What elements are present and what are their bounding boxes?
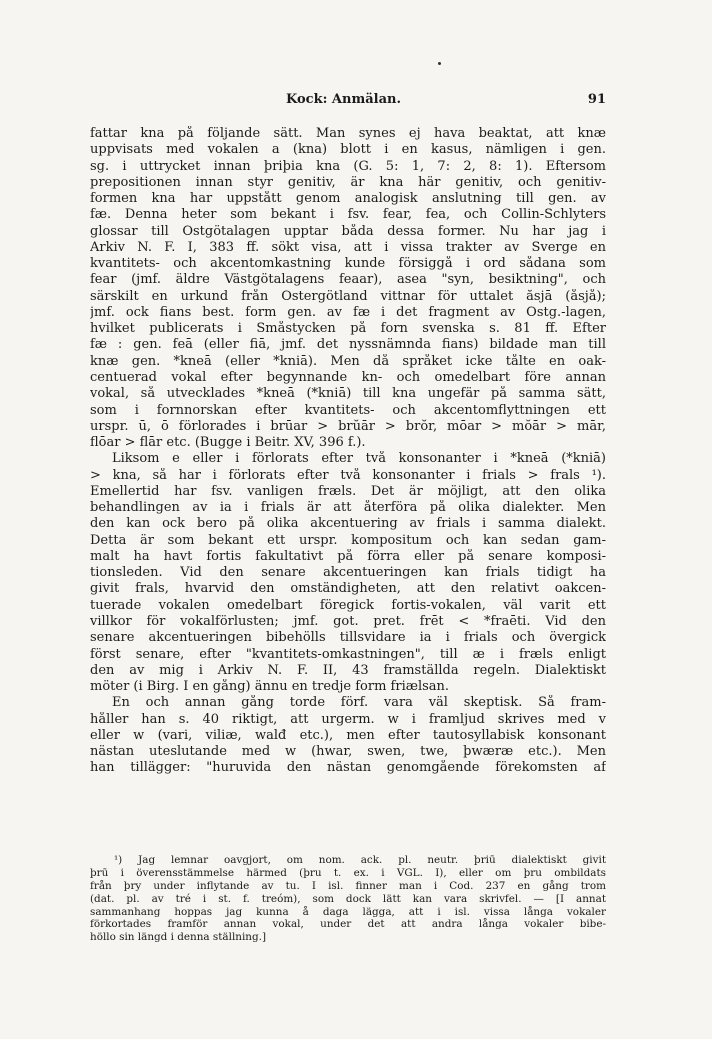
footnote-line: från þry under inflytande av tu. I isl. finner man i Cod. 237 en gång trom: [90, 879, 606, 892]
text-line: tionsleden. Vid den senare akcentueringen kan frials tidigt ha: [90, 565, 606, 581]
footnote-line: höllo sin längd i denna ställning.]: [90, 931, 266, 944]
text-line: malt ha havt fortis fakultativt på förra eller på senare komposi-: [90, 548, 606, 564]
text-line: håller han s. 40 riktigt, att urgerm. w i framljud skrives med v: [90, 711, 606, 727]
running-head-title: Kock: Anmälan.: [286, 92, 401, 107]
footnote-line: (dat. pl. av tré i st. f. treóm), som dock lätt kan vara skrivfel. — [I annat: [90, 892, 606, 905]
text-line: glossar till Östgötalagen upptar båda dessa former. Nu har jag i: [90, 223, 606, 239]
text-line: den av mig i Arkiv N. F. II, 43 framställda regeln. Dialektiskt: [90, 662, 606, 678]
text-line: sg. i uttrycket innan þriþia kna (G. 5: 1, 7: 2, 8: 1). Eftersom: [90, 158, 606, 174]
footnote-line: förkortades framför annan vokal, under det att andra långa vokaler bibe-: [90, 918, 606, 931]
running-head: [90, 92, 610, 112]
text-line: särskilt en urkund från Östergötland vittnar för uttalet ăsjā (åsjå);: [90, 288, 606, 304]
print-speck: [438, 62, 441, 65]
text-line: tuerade vokalen omedelbart föregick fortis-vokalen, väl varit ett: [90, 597, 606, 613]
text-line: jmf. ock fians best. form gen. av fæ i det fragment av Östg.-lagen,: [90, 304, 606, 320]
footnote-line: ¹) Jag lemnar oavgjort, om nom. ack. pl. neutr. þriū dialektiskt givit: [114, 854, 606, 866]
footnote-line: þrū i överensstämmelse härmed (þru t. ex. i VGL. I), eller om þru ombildats: [90, 866, 606, 879]
text-line: knæ gen. *kneā (eller *kniā). Men då språket icke tålte en oak-: [90, 353, 606, 369]
text-line: fæ : gen. feā (eller fiā, jmf. det nyssnämnda fians) bildade man till: [90, 337, 606, 353]
text-line: behandlingen av ia i frials är att återföra på olika dialekter. Men: [90, 500, 606, 516]
paragraph-first-line: Liksom e eller i förlorats efter två konsonanter i *kneā (*kniā): [112, 451, 606, 467]
text-line: formen kna har uppstått genom analogisk anslutning till gen. av: [90, 191, 606, 207]
footnote: [90, 854, 606, 944]
text-line: > kna, så har i förlorats efter två konsonanter i frials > frals ¹).: [90, 467, 606, 483]
text-line: fattar kna på följande sätt. Man synes ej hava beaktat, att knæ: [90, 126, 606, 141]
text-line: först senare, efter "kvantitets-omkastningen", till æ i fræls enligt: [90, 646, 606, 662]
text-line: hvilket publicerats i Småstycken på forn svenska s. 81 ff. Efter: [90, 321, 606, 337]
text-line: urspr. ū, ō förlorades i brūar > brŭār > brŏr, mōar > mŏār > mār,: [90, 418, 606, 434]
text-line: den kan ock bero på olika akcentuering av frials i samma dialekt.: [90, 516, 606, 532]
text-line: kvantitets- och akcentomkastning kunde försiggå i ord sådana som: [90, 256, 606, 272]
text-line: som i fornnorskan efter kvantitets- och akcentomflyttningen ett: [90, 402, 606, 418]
text-line: flōar > flār etc. (Bugge i Beitr. XV, 396 f.).: [90, 435, 366, 451]
text-line: givit frals, hvarvid den omständigheten, att den relativt oakcen-: [90, 581, 606, 597]
text-line: Emellertid har fsv. vanligen fræls. Det är möjligt, att den olika: [90, 483, 606, 499]
text-line: villkor för vokalförlusten; jmf. got. pret. frēt < *fraēti. Vid den: [90, 613, 606, 629]
text-line: vokal, så utvecklades *kneā (*kniā) till kna ungefär på samma sätt,: [90, 386, 606, 402]
footnote-line: sammanhang hoppas jag kunna å daga lägga, att i isl. vissa långa vokaler: [90, 905, 606, 918]
text-line: fæ. Denna heter som bekant i fsv. fear, fea, och Collin-Schlyters: [90, 207, 606, 223]
text-line: eller w (vari, viliæ, walđ etc.), men efter tautosyllabisk konsonant: [90, 727, 606, 743]
page-number: 91: [587, 92, 606, 107]
text-line: han tillägger: "huruvida den nästan genomgående förekomsten af: [90, 760, 606, 776]
text-line: fear (jmf. äldre Västgötalagens feaar), asea "syn, besiktning", och: [90, 272, 606, 288]
body-text: [90, 126, 606, 777]
text-line: möter (i Birg. I en gång) ännu en tredje form friælsan.: [90, 679, 450, 695]
text-line: Arkiv N. F. I, 383 ff. sökt visa, att i vissa trakter av Sverge en: [90, 239, 606, 255]
text-line: nästan uteslutande med w (hwar, swen, twe, þwæræ etc.). Men: [90, 744, 606, 760]
text-line: senare akcentueringen bibehölls tillsvidare ia i frials och övergick: [90, 630, 606, 646]
paragraph-first-line: En och annan gång torde förf. vara väl skeptisk. Så fram-: [112, 695, 606, 711]
text-line: uppvisats med vokalen a (kna) blott i en kasus, nämligen i gen.: [90, 142, 606, 158]
text-line: prepositionen innan styr genitiv, är kna här genitiv, och genitiv-: [90, 174, 606, 190]
text-line: centuerad vokal efter begynnande kn- och omedelbart före annan: [90, 369, 606, 385]
text-line: Detta är som bekant ett urspr. kompositum och kan sedan gam-: [90, 532, 606, 548]
